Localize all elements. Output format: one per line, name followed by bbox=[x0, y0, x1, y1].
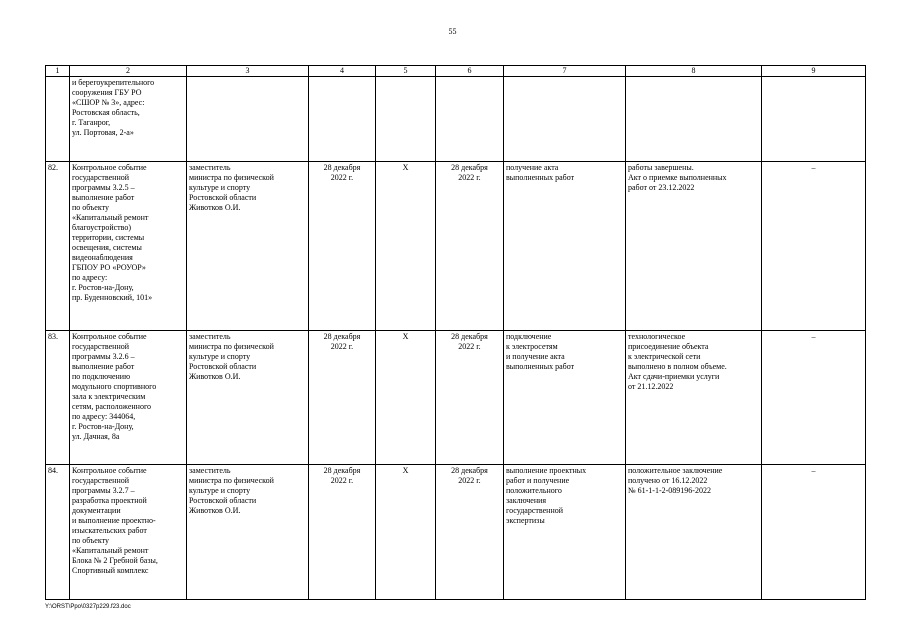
table-row bbox=[46, 331, 866, 465]
col9-cell: – bbox=[762, 331, 866, 465]
mark-cell: X bbox=[376, 331, 436, 465]
page-number: 55 bbox=[448, 27, 457, 36]
col9-cell bbox=[762, 77, 866, 162]
plan-date-cell bbox=[309, 77, 376, 162]
mark-cell bbox=[376, 77, 436, 162]
col9-cell: – bbox=[762, 162, 866, 331]
responsible-cell: заместитель министра по физической культуре и спорту Ростовской области Животков О.И. bbox=[187, 331, 309, 465]
table-row bbox=[46, 465, 866, 600]
column-number: 7 bbox=[504, 66, 626, 77]
table-row bbox=[46, 77, 866, 162]
column-number-row bbox=[46, 66, 866, 77]
note-cell: положительное заключение получено от 16.12.2022 № 61-1-1-2-089196-2022 bbox=[626, 465, 762, 600]
event-cell: Контрольное событие государственной программы 3.2.7 – разработка проектной документации и выполнение проектно- изыскательских работ по объекту «Капитальный ремонт Блока № 2 Гребной базы, Спортивный комплекс bbox=[70, 465, 187, 600]
column-number: 3 bbox=[187, 66, 309, 77]
row-number: 84. bbox=[46, 465, 70, 600]
responsible-cell: заместитель министра по физической культуре и спорту Ростовской области Животков О.И. bbox=[187, 162, 309, 331]
mark-cell: X bbox=[376, 162, 436, 331]
plan-date-cell: 28 декабря 2022 г. bbox=[309, 162, 376, 331]
plan-date-cell: 28 декабря 2022 г. bbox=[309, 331, 376, 465]
column-number: 8 bbox=[626, 66, 762, 77]
note-cell: работы завершены. Акт о приемке выполненных работ от 23.12.2022 bbox=[626, 162, 762, 331]
col9-cell: – bbox=[762, 465, 866, 600]
column-number: 9 bbox=[762, 66, 866, 77]
fact-date-cell bbox=[436, 77, 504, 162]
event-cell: Контрольное событие государственной программы 3.2.5 – выполнение работ по объекту «Капитальный ремонт благоустройство) территории, системы освещения, системы видеонаблюдения ГБПОУ РО «РОУОР» по адресу: г. Ростов-на-Дону, пр. Буденновский, 101» bbox=[70, 162, 187, 331]
plan-date-cell: 28 декабря 2022 г. bbox=[309, 465, 376, 600]
row-number bbox=[46, 77, 70, 162]
report-table bbox=[45, 65, 866, 600]
mark-cell: X bbox=[376, 465, 436, 600]
note-cell bbox=[626, 77, 762, 162]
column-number: 1 bbox=[46, 66, 70, 77]
fact-date-cell: 28 декабря 2022 г. bbox=[436, 331, 504, 465]
column-number: 5 bbox=[376, 66, 436, 77]
fact-date-cell: 28 декабря 2022 г. bbox=[436, 465, 504, 600]
responsible-cell: заместитель министра по физической культуре и спорту Ростовской области Животков О.И. bbox=[187, 465, 309, 600]
result-cell: выполнение проектных работ и получение положительного заключения государственной экспертизы bbox=[504, 465, 626, 600]
responsible-cell bbox=[187, 77, 309, 162]
row-number: 82. bbox=[46, 162, 70, 331]
column-number: 2 bbox=[70, 66, 187, 77]
result-cell bbox=[504, 77, 626, 162]
file-path-footer: Y:\ORST\Ppo\0327p229.f23.doc bbox=[45, 604, 131, 610]
fact-date-cell: 28 декабря 2022 г. bbox=[436, 162, 504, 331]
column-number: 4 bbox=[309, 66, 376, 77]
event-cell: Контрольное событие государственной программы 3.2.6 – выполнение работ по подключению модульного спортивного зала к электрическим сетям, расположенного по адресу: 344064, г. Ростов-на-Дону, ул. Дачная, 8а bbox=[70, 331, 187, 465]
column-number: 6 bbox=[436, 66, 504, 77]
table-row bbox=[46, 162, 866, 331]
note-cell: технологическое присоединение объекта к электрической сети выполнено в полном объеме. Акт сдачи-приемки услуги от 21.12.2022 bbox=[626, 331, 762, 465]
row-number: 83. bbox=[46, 331, 70, 465]
event-cell: и берегоукрепительного сооружения ГБУ РО «СШОР № 3», адрес: Ростовская область, г. Таганрог, ул. Портовая, 2-а» bbox=[70, 77, 187, 162]
result-cell: подключение к электросетям и получение акта выполненных работ bbox=[504, 331, 626, 465]
result-cell: получение акта выполненных работ bbox=[504, 162, 626, 331]
